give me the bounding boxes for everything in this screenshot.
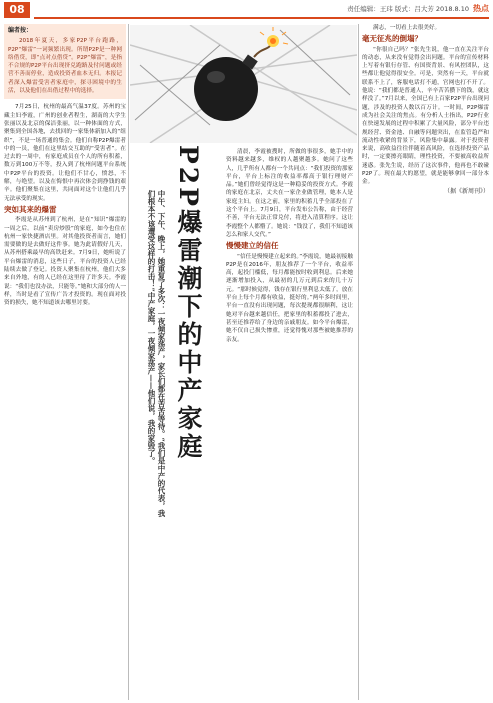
body-paragraph: 清晨，李霞被搜时，所做的事很多，她手中的资料越来越多，维权的人越聚越多。她问了这些人，几乎所有人都有一个共同点：“我们投资的那家平台，平台上标注的收益率都高于银行理财产品。”她们曾经觉得这是一种稳妥的投资方式。李霞的家庭在北京，丈夫在一家企业做管理，她本人是家庭主妇。在这之前，家里的积蓄几乎全部投在了这个平台上。7月9日，平台发布公告称，由于经营不善，平台无法正常兑付，将进入清算程序。这让李霞整个人都懵了。她说：“钱没了，我们不知道该怎么和家人交代。” bbox=[226, 149, 353, 238]
column-right bbox=[362, 24, 489, 700]
bomb-illustration bbox=[130, 25, 357, 143]
article-title: P2P爆雷潮下的中产家庭 bbox=[174, 145, 203, 461]
body-paragraph: 满志，一切看上去很美好。 bbox=[373, 25, 441, 31]
subheading-collapse: 毫无征兆的倒塌？ bbox=[362, 34, 422, 44]
column-left bbox=[4, 24, 126, 700]
column-divider bbox=[358, 24, 359, 700]
summary-byline: 编者按： bbox=[8, 27, 33, 34]
body-paragraph: 李霞是从苏州到了杭州，是在“知识”爆雷的一周之后。以前“卖房炒股”的家庭，如今也住在杭州一家快捷酒店里。对其他投资者而言，她们需要做的是去做好这件事。她为此请假好几天，从苏州搭乘最早的高铁赶来。7月9日，她听说了平台爆雷的消息，这些日子，平台的投资人已经陆续去做了登记。投资人聚集在杭州，他们大多来自外地，有的人已经在这里待了许多天。李霞说：“我们也没办法，只能等。”她和大部分的人一样，当时是看了宣传广告才投资的。现在面对投资的损失，她不知道该去哪里讨要。 bbox=[4, 217, 126, 307]
page-number: 08 bbox=[4, 2, 30, 18]
subheading-sudden-collapse: 突如其来的爆雷 bbox=[4, 204, 57, 214]
editor-summary bbox=[4, 24, 126, 99]
column-divider bbox=[128, 24, 129, 700]
body-paragraph: 7月25日，杭州的最高气温37度。苏州的宝藏主妇李霞，广州的创业者程生，湖南的大学生张丽以及北京的保洁张丽，以一种体面的方式，聚集到全国各地，去找回的一家集体新加入的“组织”，不是一场普通的集会。他们自称P2P爆雷者中的一员，他们在这里结交互助的“受害者”。在过去的一周中，有家庭成员在个人的所有积蓄，数万到100万不等，投入到了杭州问题平台系统中P2P平台的投资。让他们不甘心，愤怒，不解，与绝望。以及在悔恨中再次体会到挣钱的艰辛。他们聚集在这里，共同面对这个让他们几乎无法承受的现实。 bbox=[4, 104, 126, 202]
column-middle bbox=[226, 148, 353, 700]
section-label: 热点 bbox=[473, 4, 489, 13]
summary-text: 2018年夏天，多家P2P平台跑路，P2P“爆雷”一词频繁出现。所谓P2P是一种网络借贷，即“点对点借贷”。P2P“爆雷”，是指不合规的P2P平台出现挤兑跑路及付问题或经营不善而停业，造成投资者血本无归。本报记者深入爆雷受害者家庭中，探寻困境中的生活，以及他们在出借过程中的选择。 bbox=[8, 38, 122, 95]
subheading-trust: 慢慢建立的信任 bbox=[226, 241, 279, 251]
body-paragraph: “信任是慢慢建立起来的。”李霞说，她最初接触P2P是在2016年，朋友推荐了一个平台，收益率高，起投门槛低，每月都能按时收到利息。后来她逐渐增加投入，从最初的几万元到后来的几十万元。“那时候觉得，钱存在银行里利息太低了，放在平台上每个月都有收益，挺好的。”两年多时间里，平台一直没有出现问题，每次提现都很顺利，这让她对平台越来越信任，把家里的积蓄都投了进去，甚至还推荐给了身边的亲戚朋友。如今平台爆雷，她不仅自己损失惨重，还觉得愧对那些被她推荐的亲友。 bbox=[226, 253, 353, 343]
page-header bbox=[0, 0, 493, 20]
header-meta: 责任编辑：王玮 版式：吕大芳 2018.8.10 bbox=[347, 5, 469, 13]
pull-quote: 中午、下午、晚上，她重复了多次：一夜倾家荡产，家长们都在苦苦等待。“我们是中产的代表，我们根本不该遭受这样的打击！”中产家庭，一夜倾家荡产——他们说，我的家毁了。 bbox=[147, 190, 166, 517]
body-paragraph: “你很自己吗？”张先生说，他一直在关注平台的动态，从来没有觉得会出问题。平台的宣传材料上写着有银行存管、有国资背景、有风控团队，这些都让他觉得很安全。可是，突然有一天，平台就联系不上了，客服电话打不通，官网也打不开了。他说：“我们都是普通人，辛辛苦苦攒下的钱，就这样没了。”7月以来，全国已有上百家P2P平台出现问题，涉及的投资人数以百万计。一时间，P2P爆雷成为社会关注的焦点。有分析人士指出，P2P行业在快速发展的过程中积累了大量风险，部分平台违规经营、资金池、自融等问题突出，在监管趋严和流动性收紧的背景下，风险集中暴露。对于投资者来说，高收益往往伴随着高风险，在选择投资产品时，一定要擦亮眼睛，理性投资，不要被高收益所迷惑。张先生说，经历了这次事件，他再也不敢碰P2P了。现在最大的愿望，就是能够拿回一部分本金。 bbox=[362, 46, 489, 186]
source-note: （据《新周刊》） bbox=[443, 187, 489, 195]
header-rule bbox=[34, 17, 489, 19]
